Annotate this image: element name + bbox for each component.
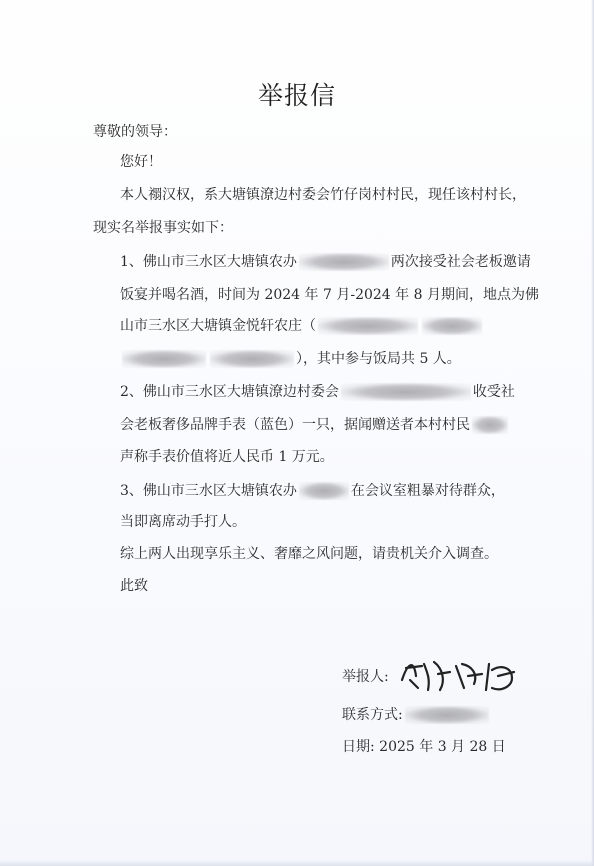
contact-label-text: 联系方式:	[342, 707, 403, 723]
redaction-blur	[210, 350, 294, 368]
redaction-blur	[422, 317, 482, 335]
item2-line1-post: 收受社	[472, 384, 515, 400]
redaction-blur	[122, 350, 206, 368]
item1-line3-pre: 山市三水区大塘镇金悦轩农庄（	[120, 318, 316, 334]
date-label: 日期: 2025 年 3 月 28 日	[342, 739, 506, 755]
handwritten-signature	[394, 650, 524, 700]
redaction-blur	[318, 317, 418, 335]
summary: 综上两人出现享乐主义、奢靡之风问题，请贵机关介入调查。	[120, 546, 498, 562]
document-title: 举报信	[257, 81, 336, 110]
redaction-blur	[472, 416, 508, 434]
reporter-label: 举报人:	[342, 669, 389, 685]
item1-line-2: 饭宴并喝名酒，时间为 2024 年 7 月-2024 年 8 月期间，地点为佛	[120, 287, 539, 303]
item3-line1-post: 在会议室粗暴对待群众，	[350, 483, 505, 499]
item2-line2-pre: 会老板奢侈品牌手表（蓝色）一只，据闻赠送者本村村民	[120, 417, 470, 433]
item1-line-4	[120, 350, 461, 368]
salutation: 尊敬的领导：	[93, 124, 177, 140]
redaction-blur	[299, 253, 389, 271]
item3-line1-pre: 3、佛山市三水区大塘镇农办	[120, 483, 297, 499]
item2-line-2	[120, 416, 510, 434]
redaction-blur	[405, 706, 489, 724]
item2-line-3: 声称手表价值将近人民币 1 万元。	[120, 449, 334, 465]
redaction-blur	[299, 482, 349, 500]
greeting: 您好！	[120, 154, 162, 170]
scan-edge-bottom	[0, 860, 594, 866]
item1-line-1	[120, 253, 531, 271]
item2-line1-pre: 2、佛山市三水区大塘镇潦边村委会	[120, 384, 339, 400]
item1-line-3	[120, 317, 484, 335]
item1-line1-pre: 1、佛山市三水区大塘镇农办	[120, 254, 297, 270]
redaction-blur	[341, 383, 471, 401]
item3-line-1	[120, 482, 505, 500]
item3-line-2: 当即离席动手打人。	[120, 514, 246, 530]
item1-line1-post: 两次接受社会老板邀请	[390, 254, 531, 270]
intro-line-1: 本人禤汉权，系大塘镇潦边村委会竹仔岗村村民，现任该村村长，	[120, 187, 526, 203]
contact-label	[342, 706, 491, 724]
item2-line-1	[120, 383, 515, 401]
intro-line-2: 现实名举报事实如下：	[93, 220, 233, 236]
item1-line4-post: ），其中参与饭局共 5 人。	[296, 351, 461, 367]
closing: 此致	[120, 578, 148, 594]
